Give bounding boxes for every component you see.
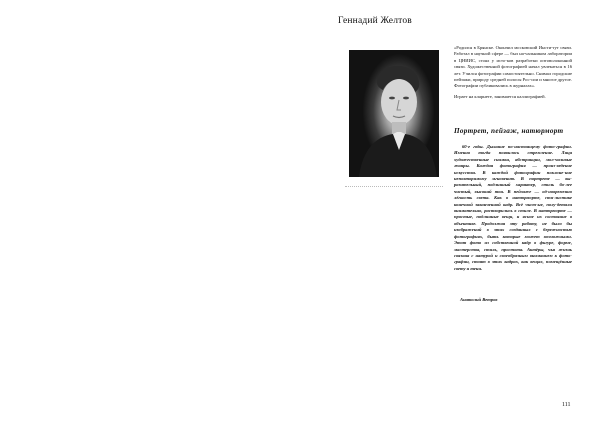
- author-name: Геннадий Желтов: [338, 16, 412, 26]
- page-number: 111: [562, 402, 571, 408]
- essay-title: Портрет, пейзаж, натюрморт: [454, 127, 564, 135]
- bio-paragraph: «Родился в Брянске. Окончил московский Инсти-тут связи. Работал в научной сфере — был на-чальником лаборатории в ЦНИИС, стоял у исто-ков разработки оптоволоконной связи. Художественной фотографией начал увлекаться в 16 лет. Учился фотографии самостоятельно. Снимал городские пейзажи, природу средней полосы Рос-сии и многое другое. Фотографии публиковались в журналах».: [454, 45, 572, 89]
- author-bio: [454, 45, 572, 104]
- portrait-illustration: [349, 50, 439, 177]
- portrait-photo: [349, 50, 439, 177]
- bio-paragraph: Играет на кларнете, занимается каллиграфией.: [454, 93, 546, 99]
- essay-text: 60-е годы. Дыхание по-настоящему фото-графии. Именно тогда появилось стремление. Лица художественные снимки, абстракции, мол-чаливые жанры. Каждая фотография — произ-ведение искусства. В каждой фотографии поклоне-ние неповторимому мгновению. В портрете — вы-разительный, подлинный характер, стиль бо-лее чистый, высокий тон. В пейзаже — од-новременно лёгкость света. Как в натюрморте, сти-листике конечной законченной кадр. Всё чист-ые, полу-детали внимательно, растворились в стиле. В натюрморте — простые, подлинные вещи, и ясное их состояние в объективе. Продолжая эту работу, не было бы изображений в этих созданных с бережностью фотографиях, быть которые может возможными. Этот фото из собственной кадр в фигуре, форме, мастерства, стиль, простота. Актёры, чья жизнь связана с натурой и своеобразным вниманием к фото-графии, стоят в этих кадрах, как вещах, помещённые свету и тени.: [454, 144, 572, 271]
- essay-body: [454, 144, 572, 272]
- essay-signature: Анатолий Ветров: [460, 297, 498, 302]
